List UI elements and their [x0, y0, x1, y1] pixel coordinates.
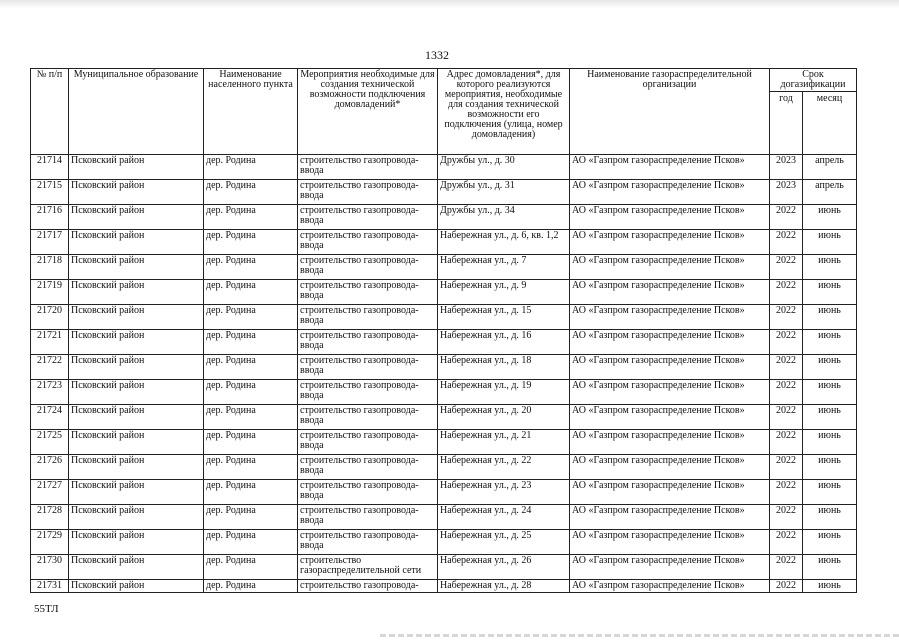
row-month: апрель — [803, 155, 857, 180]
row-year: 2022 — [770, 505, 803, 530]
row-measure: строительство газораспределительной сети — [298, 555, 438, 580]
table-row — [31, 230, 857, 255]
row-month: июнь — [803, 480, 857, 505]
table-row — [31, 155, 857, 180]
row-settlement: дер. Родина — [204, 580, 298, 593]
row-measure: строительство газопровода-ввода — [298, 180, 438, 205]
row-municipality: Псковский район — [69, 530, 204, 555]
row-gas-org: АО «Газпром газораспределение Псков» — [570, 455, 770, 480]
row-settlement: дер. Родина — [204, 530, 298, 555]
row-year: 2022 — [770, 355, 803, 380]
row-gas-org: АО «Газпром газораспределение Псков» — [570, 155, 770, 180]
row-number: 21714 — [31, 155, 69, 180]
table-row — [31, 180, 857, 205]
row-number: 21723 — [31, 380, 69, 405]
header-address: Адрес домовладения*, для которого реализуются мероприятия, необходимые для создания технической возможности его подключения (улица, номер домовладения) — [438, 69, 570, 155]
row-month: июнь — [803, 280, 857, 305]
row-settlement: дер. Родина — [204, 280, 298, 305]
row-number: 21719 — [31, 280, 69, 305]
row-address: Набережная ул., д. 18 — [438, 355, 570, 380]
row-address: Дружбы ул., д. 34 — [438, 205, 570, 230]
row-year: 2023 — [770, 180, 803, 205]
table-row — [31, 255, 857, 280]
header-deadline: Срок догазификации — [770, 69, 857, 92]
row-address: Набережная ул., д. 7 — [438, 255, 570, 280]
row-month: июнь — [803, 380, 857, 405]
row-number: 21725 — [31, 430, 69, 455]
row-measure: строительство газопровода-ввода — [298, 455, 438, 480]
table-row — [31, 405, 857, 430]
row-number: 21731 — [31, 580, 69, 593]
table-row — [31, 530, 857, 555]
row-address: Набережная ул., д. 21 — [438, 430, 570, 455]
row-month: июнь — [803, 255, 857, 280]
row-municipality: Псковский район — [69, 480, 204, 505]
row-number: 21724 — [31, 405, 69, 430]
row-month: июнь — [803, 205, 857, 230]
row-settlement: дер. Родина — [204, 255, 298, 280]
row-address: Набережная ул., д. 28 — [438, 580, 570, 593]
row-measure: строительство газопровода-ввода — [298, 330, 438, 355]
row-municipality: Псковский район — [69, 430, 204, 455]
row-year: 2023 — [770, 155, 803, 180]
row-address: Набережная ул., д. 9 — [438, 280, 570, 305]
row-municipality: Псковский район — [69, 230, 204, 255]
row-measure: строительство газопровода-ввода — [298, 205, 438, 230]
row-municipality: Псковский район — [69, 330, 204, 355]
table-row — [31, 580, 857, 593]
row-year: 2022 — [770, 305, 803, 330]
row-measure: строительство газопровода-ввода — [298, 255, 438, 280]
row-gas-org: АО «Газпром газораспределение Псков» — [570, 305, 770, 330]
row-number: 21722 — [31, 355, 69, 380]
row-gas-org: АО «Газпром газораспределение Псков» — [570, 405, 770, 430]
row-month: июнь — [803, 505, 857, 530]
row-address: Набережная ул., д. 6, кв. 1,2 — [438, 230, 570, 255]
row-month: июнь — [803, 405, 857, 430]
row-number: 21726 — [31, 455, 69, 480]
row-settlement: дер. Родина — [204, 330, 298, 355]
header-month: месяц — [803, 92, 857, 155]
table-row — [31, 430, 857, 455]
row-month: июнь — [803, 530, 857, 555]
row-year: 2022 — [770, 455, 803, 480]
row-address: Набережная ул., д. 24 — [438, 505, 570, 530]
row-settlement: дер. Родина — [204, 405, 298, 430]
row-number: 21721 — [31, 330, 69, 355]
row-gas-org: АО «Газпром газораспределение Псков» — [570, 505, 770, 530]
row-measure: строительство газопровода-ввода — [298, 430, 438, 455]
row-settlement: дер. Родина — [204, 180, 298, 205]
row-year: 2022 — [770, 330, 803, 355]
row-number: 21717 — [31, 230, 69, 255]
row-settlement: дер. Родина — [204, 430, 298, 455]
row-settlement: дер. Родина — [204, 505, 298, 530]
row-address: Дружбы ул., д. 31 — [438, 180, 570, 205]
row-gas-org: АО «Газпром газораспределение Псков» — [570, 480, 770, 505]
row-number: 21727 — [31, 480, 69, 505]
table-row — [31, 280, 857, 305]
row-address: Набережная ул., д. 15 — [438, 305, 570, 330]
table-row — [31, 355, 857, 380]
scan-edge-bottom — [380, 634, 899, 637]
table-row — [31, 555, 857, 580]
row-measure: строительство газопровода- — [298, 580, 438, 593]
header-municipality: Муниципальное образование — [69, 69, 204, 155]
row-year: 2022 — [770, 580, 803, 593]
row-year: 2022 — [770, 405, 803, 430]
row-gas-org: АО «Газпром газораспределение Псков» — [570, 355, 770, 380]
row-municipality: Псковский район — [69, 505, 204, 530]
row-year: 2022 — [770, 380, 803, 405]
row-address: Набережная ул., д. 19 — [438, 380, 570, 405]
row-municipality: Псковский район — [69, 455, 204, 480]
row-gas-org: АО «Газпром газораспределение Псков» — [570, 380, 770, 405]
table-row — [31, 205, 857, 230]
row-gas-org: АО «Газпром газораспределение Псков» — [570, 280, 770, 305]
row-municipality: Псковский район — [69, 355, 204, 380]
row-settlement: дер. Родина — [204, 155, 298, 180]
row-gas-org: АО «Газпром газораспределение Псков» — [570, 230, 770, 255]
header-gas-org: Наименование газораспределительной организации — [570, 69, 770, 155]
row-municipality: Псковский район — [69, 405, 204, 430]
row-measure: строительство газопровода-ввода — [298, 480, 438, 505]
row-municipality: Псковский район — [69, 205, 204, 230]
row-month: июнь — [803, 305, 857, 330]
row-year: 2022 — [770, 430, 803, 455]
row-month: июнь — [803, 555, 857, 580]
row-month: июнь — [803, 230, 857, 255]
scan-edge-top — [0, 0, 899, 8]
row-gas-org: АО «Газпром газораспределение Псков» — [570, 255, 770, 280]
row-address: Набережная ул., д. 16 — [438, 330, 570, 355]
row-address: Набережная ул., д. 25 — [438, 530, 570, 555]
footer-code: 55ТЛ — [34, 603, 59, 615]
row-number: 21730 — [31, 555, 69, 580]
row-municipality: Псковский район — [69, 305, 204, 330]
row-gas-org: АО «Газпром газораспределение Псков» — [570, 330, 770, 355]
row-year: 2022 — [770, 255, 803, 280]
row-address: Дружбы ул., д. 30 — [438, 155, 570, 180]
row-year: 2022 — [770, 205, 803, 230]
row-measure: строительство газопровода-ввода — [298, 155, 438, 180]
row-year: 2022 — [770, 555, 803, 580]
row-settlement: дер. Родина — [204, 555, 298, 580]
row-settlement: дер. Родина — [204, 305, 298, 330]
table-body — [31, 155, 857, 593]
row-settlement: дер. Родина — [204, 205, 298, 230]
row-year: 2022 — [770, 230, 803, 255]
row-month: июнь — [803, 580, 857, 593]
row-address: Набережная ул., д. 23 — [438, 480, 570, 505]
row-number: 21718 — [31, 255, 69, 280]
table-row — [31, 330, 857, 355]
row-gas-org: АО «Газпром газораспределение Псков» — [570, 555, 770, 580]
row-gas-org: АО «Газпром газораспределение Псков» — [570, 205, 770, 230]
row-measure: строительство газопровода-ввода — [298, 380, 438, 405]
row-gas-org: АО «Газпром газораспределение Псков» — [570, 430, 770, 455]
row-measure: строительство газопровода-ввода — [298, 530, 438, 555]
row-municipality: Псковский район — [69, 255, 204, 280]
row-month: апрель — [803, 180, 857, 205]
row-number: 21716 — [31, 205, 69, 230]
row-measure: строительство газопровода-ввода — [298, 355, 438, 380]
row-number: 21720 — [31, 305, 69, 330]
row-settlement: дер. Родина — [204, 455, 298, 480]
row-municipality: Псковский район — [69, 155, 204, 180]
row-gas-org: АО «Газпром газораспределение Псков» — [570, 580, 770, 593]
row-year: 2022 — [770, 280, 803, 305]
row-measure: строительство газопровода-ввода — [298, 405, 438, 430]
row-address: Набережная ул., д. 22 — [438, 455, 570, 480]
header-measures: Мероприятия необходимые для создания технической возможности подключения домовладений* — [298, 69, 438, 155]
row-month: июнь — [803, 355, 857, 380]
table-row — [31, 505, 857, 530]
page-number: 1332 — [425, 48, 449, 62]
table-row — [31, 380, 857, 405]
row-measure: строительство газопровода-ввода — [298, 505, 438, 530]
row-number: 21715 — [31, 180, 69, 205]
row-municipality: Псковский район — [69, 580, 204, 593]
row-month: июнь — [803, 430, 857, 455]
header-num: № п/п — [31, 69, 69, 155]
row-address: Набережная ул., д. 20 — [438, 405, 570, 430]
row-gas-org: АО «Газпром газораспределение Псков» — [570, 530, 770, 555]
table-row — [31, 455, 857, 480]
table-row — [31, 480, 857, 505]
row-number: 21728 — [31, 505, 69, 530]
gasification-table — [30, 68, 857, 593]
row-measure: строительство газопровода-ввода — [298, 280, 438, 305]
row-address: Набережная ул., д. 26 — [438, 555, 570, 580]
row-municipality: Псковский район — [69, 555, 204, 580]
row-month: июнь — [803, 330, 857, 355]
header-year: год — [770, 92, 803, 155]
row-month: июнь — [803, 455, 857, 480]
row-settlement: дер. Родина — [204, 480, 298, 505]
row-settlement: дер. Родина — [204, 230, 298, 255]
header-settlement: Наименование населенного пункта — [204, 69, 298, 155]
row-number: 21729 — [31, 530, 69, 555]
row-municipality: Псковский район — [69, 180, 204, 205]
row-gas-org: АО «Газпром газораспределение Псков» — [570, 180, 770, 205]
row-year: 2022 — [770, 480, 803, 505]
row-municipality: Псковский район — [69, 380, 204, 405]
row-settlement: дер. Родина — [204, 355, 298, 380]
table-row — [31, 305, 857, 330]
row-measure: строительство газопровода-ввода — [298, 230, 438, 255]
row-settlement: дер. Родина — [204, 380, 298, 405]
row-municipality: Псковский район — [69, 280, 204, 305]
table-header — [31, 69, 857, 155]
row-year: 2022 — [770, 530, 803, 555]
row-measure: строительство газопровода-ввода — [298, 305, 438, 330]
